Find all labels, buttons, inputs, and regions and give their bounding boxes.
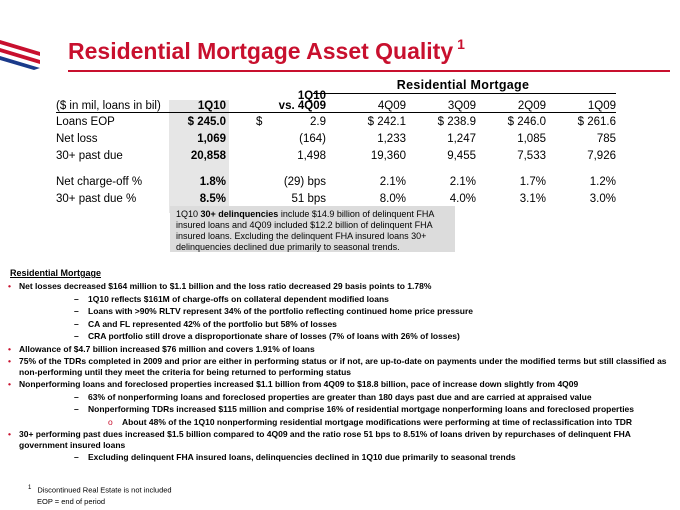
row-c4: 4.0% <box>449 193 476 205</box>
row-c1: 1.8% <box>199 176 226 188</box>
sub-bullet: – Loans with >90% RLTV represent 34% of the portfolio reflecting continued home price pressure <box>74 306 474 316</box>
row-c5: 1.7% <box>519 176 546 188</box>
row-c1: 1,069 <box>197 133 226 145</box>
row-c4: 2.1% <box>449 176 476 188</box>
row-c3: $ 242.1 <box>367 116 406 128</box>
table-row <box>56 176 616 191</box>
row-c5: $ 246.0 <box>507 116 546 128</box>
section-heading: Residential Mortgage <box>10 268 102 278</box>
title-underline <box>68 70 670 72</box>
sub-bullet: – CRA portfolio still drove a disproportionate share of losses (7% of loans with 26% of losses) <box>74 331 460 341</box>
row-c2-sign: $ <box>256 116 263 128</box>
row-c5: 7,533 <box>517 150 546 162</box>
delinquency-note-box <box>170 206 455 252</box>
row-c2: 51 bps <box>291 193 326 205</box>
bullet-nonperforming: • Nonperforming loans and foreclosed properties increased $1.1 billion from 4Q09 to $18.8 billion, pace of increase down slightly from 4Q09 <box>8 379 672 390</box>
header-c2-top: 1Q10 <box>297 90 326 102</box>
sub-bullet: – 63% of nonperforming loans and foreclosed properties are greater than 180 days past due and are carried at appraised value <box>74 391 592 402</box>
header-c2: vs. 4Q09 <box>278 100 326 112</box>
table-row <box>56 116 616 131</box>
table-row <box>56 150 616 165</box>
row-label: Net charge-off % <box>56 176 143 188</box>
note-prefix: 1Q10 <box>176 209 201 219</box>
header-c6: 1Q09 <box>587 100 616 112</box>
sub-bullet: – 1Q10 reflects $161M of charge-offs on collateral dependent modified loans <box>74 293 389 304</box>
sub-bullet: – Excluding delinquent FHA insured loans, delinquencies declined in 1Q10 due primarily to seasonal trends <box>74 452 516 462</box>
header-c5: 2Q09 <box>517 100 546 112</box>
row-c3: 2.1% <box>379 176 406 188</box>
sub-bullet: – Nonperforming TDRs increased $115 million and comprise 16% of residential mortgage nonperforming loans and foreclosed properties <box>74 404 635 414</box>
row-c3: 8.0% <box>379 193 406 205</box>
row-label: Net loss <box>56 133 98 145</box>
bullet-allowance: • Allowance of $4.7 billion increased $76 million and covers 1.91% of loans <box>8 344 672 355</box>
title-footnote-mark: 1 <box>457 36 465 52</box>
footnote-2: EOP = end of period <box>37 496 106 506</box>
sub-bullet: – CA and FL represented 42% of the portfolio but 58% of losses <box>74 318 337 329</box>
row-c2: 2.9 <box>310 116 326 128</box>
bullet-tdrs: • 75% of the TDRs completed in 2009 and prior are either in performing status or if not, are up-to-date on payments under the modified terms but still classified as non-performing until they meet the criteria for being returned to performing status <box>8 356 672 377</box>
bullet-net-losses: • Net losses decreased $164 million to $1.1 billion and the loss ratio decreased 29 basis points to 1.78% <box>8 281 672 292</box>
row-c6: 1.2% <box>589 176 616 188</box>
row-label: 30+ past due % <box>56 193 137 205</box>
header-c1: 1Q10 <box>197 100 226 112</box>
row-c3: 1,233 <box>377 133 406 145</box>
row-c4: $ 238.9 <box>437 116 476 128</box>
row-c2: (164) <box>299 133 326 145</box>
commentary-bullets <box>8 281 672 465</box>
row-c4: 9,455 <box>447 150 476 162</box>
footnote-1: $^1$ Discontinued Real Estate is not included <box>28 485 172 495</box>
row-c1: 8.5% <box>199 193 226 205</box>
row-c1: 20,858 <box>190 150 226 162</box>
note-text: include $14.9 billion of delinquent FHA insured loans and 4Q09 included $12.2 billion of delinquent FHA insured loans. Excluding the delinquent FHA insured loans 30+ delinquencies declined due primarily to seasonal trends. <box>176 209 434 252</box>
row-c6: $ 261.6 <box>577 116 616 128</box>
row-c2: 1,498 <box>297 150 326 162</box>
row-c3: 19,360 <box>370 150 406 162</box>
sub-sub-bullet: o About 48% of the 1Q10 nonperforming residential mortgage modifications were performing at time of reclassification into TDR <box>108 416 633 427</box>
row-c6: 3.0% <box>589 193 616 205</box>
row-c6: 785 <box>596 133 616 145</box>
table-row <box>56 133 616 148</box>
row-c1: $ 245.0 <box>187 116 226 128</box>
row-label: 30+ past due <box>56 150 123 162</box>
header-c4: 3Q09 <box>447 100 476 112</box>
row-c5: 3.1% <box>519 193 546 205</box>
bullet-past-dues: • 30+ performing past dues increased $1.5 billion compared to 4Q09 and the ratio rose 51 bps to 8.51% of loans driven by repurchases of delinquent FHA government insured loans <box>8 429 672 450</box>
table-group-title: Residential Mortgage <box>396 78 530 92</box>
note-bold: 30+ delinquencies <box>200 209 279 219</box>
header-label: ($ in mil, loans in bil) <box>56 100 161 112</box>
row-c2: (29) bps <box>283 176 326 188</box>
header-c3: 4Q09 <box>377 100 406 112</box>
flagscape-logo-icon <box>0 36 56 70</box>
row-c4: 1,247 <box>447 133 476 145</box>
row-c6: 7,926 <box>587 150 616 162</box>
footnotes <box>28 483 172 507</box>
row-label: Loans EOP <box>56 116 115 128</box>
page-title: Residential Mortgage Asset Quality $^1$ <box>68 36 465 64</box>
header-rule <box>56 112 616 113</box>
row-c5: 1,085 <box>517 133 546 145</box>
